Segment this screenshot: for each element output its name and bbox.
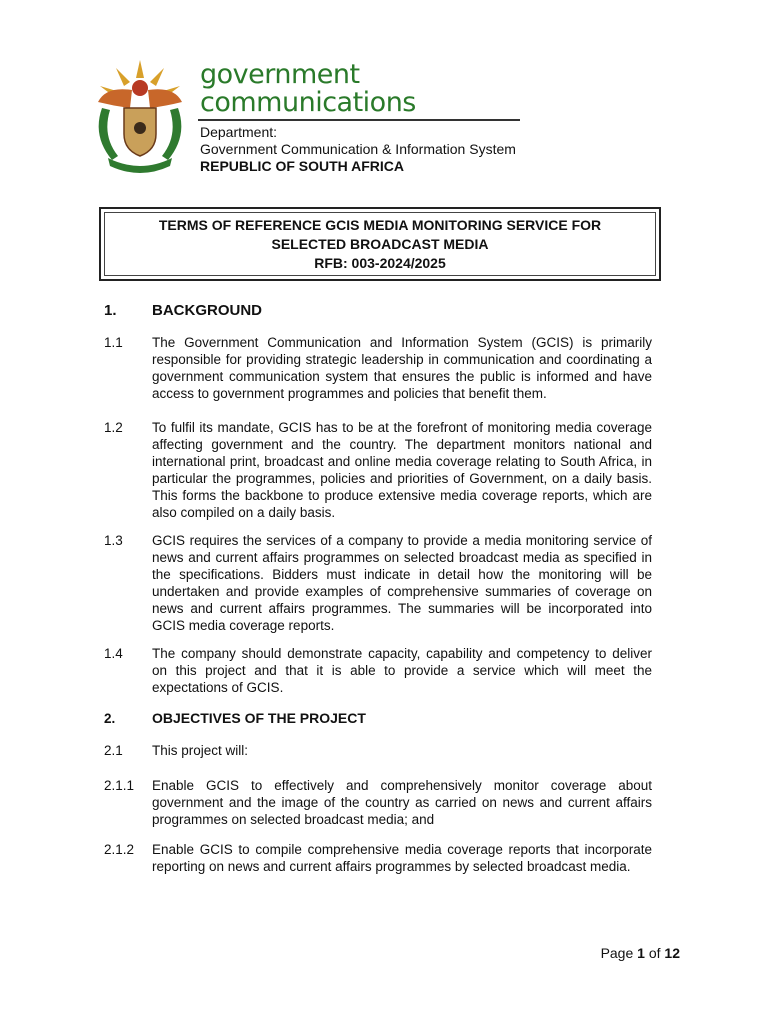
total-page-count: 12 xyxy=(664,945,680,961)
title-line-2: SELECTED BROADCAST MEDIA xyxy=(271,236,489,252)
page-indicator xyxy=(540,945,680,961)
of-word: of xyxy=(648,945,661,961)
section-heading-objectives: OBJECTIVES OF THE PROJECT xyxy=(152,710,366,726)
paragraph-number: 2.1.1 xyxy=(104,778,135,793)
paragraph-number: 1.3 xyxy=(104,533,123,548)
paragraph-1-4: The company should demonstrate capacity, capability and competency to deliver on this project and that it is able to provide a service which will meet the expectations of GCIS. xyxy=(152,646,652,695)
current-page-number: 1 xyxy=(637,945,645,961)
department-name: Government Communication & Information System xyxy=(200,141,516,157)
paragraph-number: 2.1 xyxy=(104,743,123,758)
paragraph-2-1-2: Enable GCIS to compile comprehensive media coverage reports that incorporate reporting on news and current affairs programmes by selected broadcast media. xyxy=(152,842,652,874)
paragraph-2-1: This project will: xyxy=(152,743,249,758)
brand-name-line2: communications xyxy=(200,87,416,118)
section-number: 2. xyxy=(104,711,116,726)
country-name: REPUBLIC OF SOUTH AFRICA xyxy=(200,158,405,174)
department-label: Department: xyxy=(200,124,278,140)
paragraph-number: 1.1 xyxy=(104,335,123,350)
paragraph-number: 2.1.2 xyxy=(104,842,135,857)
document-title-box xyxy=(99,207,661,281)
header-divider xyxy=(198,119,520,121)
paragraph-1-2: To fulfil its mandate, GCIS has to be at the forefront of monitoring media coverage affecting government and the country. The department monitors national and international print, broadcast and online media coverage relating to South Africa, in particular the programmes, policies and priorities of Government, on a daily basis. This forms the backbone to produce extensive media coverage reports, which are also compiled on a daily basis. xyxy=(152,420,652,520)
right-wreath-icon xyxy=(162,108,181,160)
paragraph-2-1-1: Enable GCIS to effectively and comprehensively monitor coverage about government and the image of the country as carried on news and current affairs programmes on selected broadcast media; and xyxy=(152,778,652,827)
section-number: 1. xyxy=(104,302,117,319)
paragraph-number: 1.4 xyxy=(104,646,123,661)
title-line-1: TERMS OF REFERENCE GCIS MEDIA MONITORING SERVICE FOR xyxy=(158,217,602,233)
paragraph-1-3: GCIS requires the services of a company to provide a media monitoring service of news and current affairs programmes on selected broadcast media as specified in the specifications. Bidders must indicate in detail how the monitoring will be undertaken and provide examples of comprehensive summaries of coverage on news and current affairs programmes. The summaries will be incorporated into GCIS media coverage reports. xyxy=(152,533,652,633)
right-wing-icon xyxy=(148,89,182,108)
motto-ribbon-icon xyxy=(108,158,172,173)
coat-of-arms-logo xyxy=(86,56,194,176)
brand-name-line1: government xyxy=(200,59,360,90)
left-wreath-icon xyxy=(99,108,118,160)
rfb-number: RFB: 003-2024/2025 xyxy=(314,255,446,271)
paragraph-number: 1.2 xyxy=(104,420,123,435)
left-wing-icon xyxy=(98,89,132,108)
section-heading-background: BACKGROUND xyxy=(152,302,262,319)
page-word: Page xyxy=(600,945,634,961)
paragraph-1-1: The Government Communication and Information System (GCIS) is primarily responsible for providing strategic leadership in communication and coordinating a government communication system that ensures the public is informed and have access to government programmes and policies that benefit them. xyxy=(152,335,652,401)
